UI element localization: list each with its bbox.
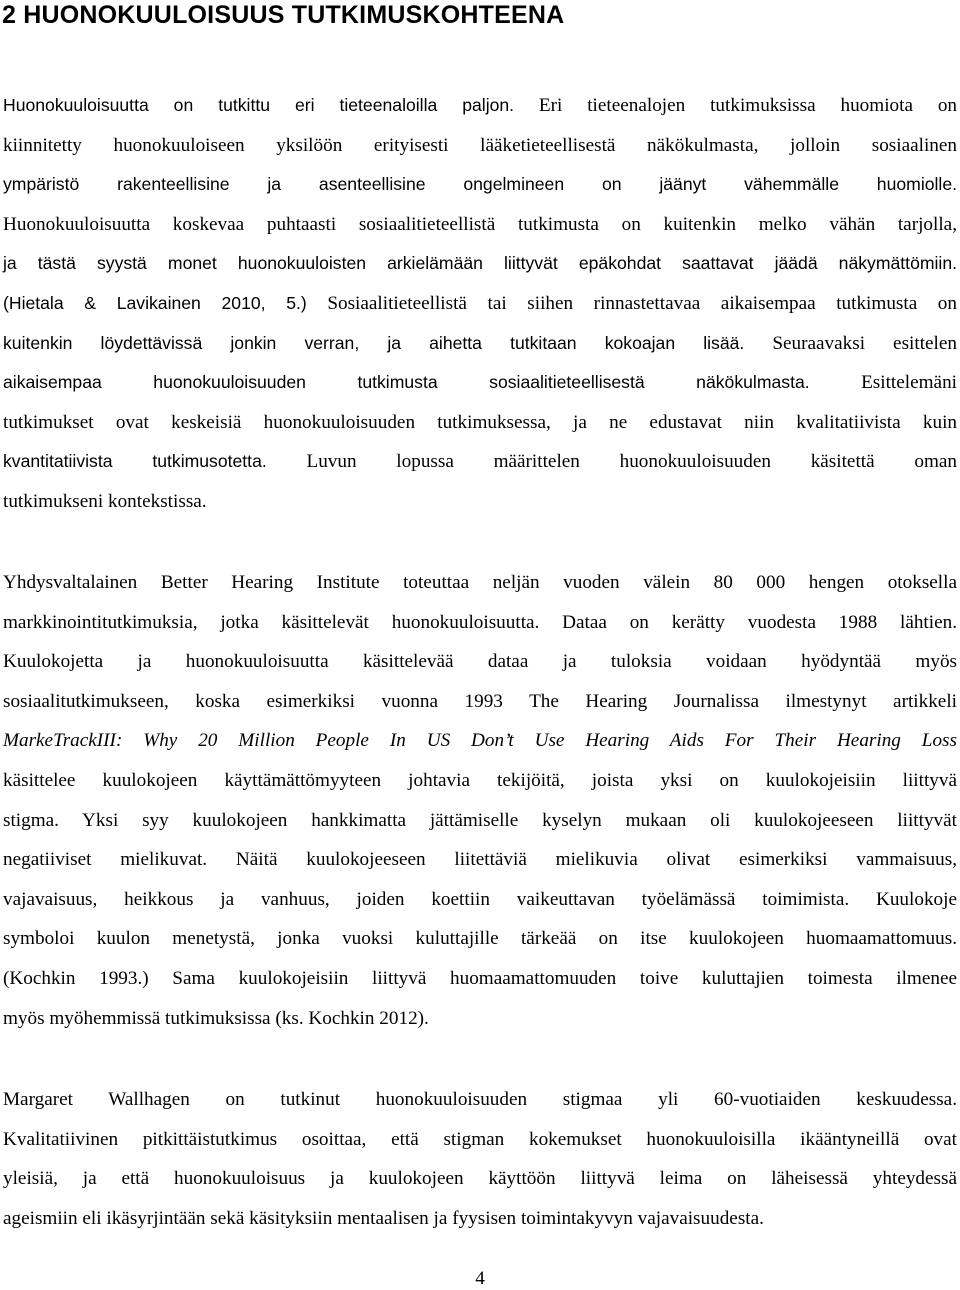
text-line bbox=[3, 126, 957, 166]
text-line bbox=[3, 363, 957, 403]
text-segment: ageismiin eli ikäsyrjintään sekä käsityksiin mentaalisen ja fyysisen toimintakyvyn vajavaisuudesta. bbox=[3, 1207, 764, 1229]
text-line bbox=[3, 403, 957, 443]
text-segment: (Kochkin 1993.) Sama kuulokojeisiin liittyvä huomaamattomuuden toive kuluttajien toimesta ilmenee bbox=[3, 967, 957, 989]
text-line bbox=[3, 205, 957, 245]
text-segment: Eri tieteenalojen tutkimuksissa huomiota on bbox=[514, 95, 958, 116]
paragraph-2 bbox=[3, 563, 957, 1038]
paragraph-1 bbox=[3, 86, 957, 522]
text-segment: sosiaalitutkimukseen, koska esimerkiksi vuonna 1993 The Hearing Journalissa ilmestynyt artikkeli bbox=[3, 690, 957, 712]
section-heading: 2 HUONOKUULOISUUS TUTKIMUSKOHTEENA bbox=[2, 1, 565, 29]
text-line bbox=[3, 165, 957, 205]
text-line bbox=[3, 563, 957, 603]
text-segment: symboloi kuulon menetystä, jonka vuoksi kuluttajille tärkeää on itse kuulokojeen huomaamattomuus. bbox=[3, 928, 957, 950]
page-number: 4 bbox=[475, 1268, 485, 1289]
text-line bbox=[3, 1080, 957, 1120]
text-segment: kiinnitetty huonokuuloiseen yksilöön erityisesti lääketieteellisestä näkökulmasta, jolloin sosiaalinen bbox=[3, 134, 957, 156]
text-line bbox=[3, 840, 957, 880]
text-line bbox=[3, 244, 957, 284]
text-line bbox=[3, 801, 957, 841]
text-line bbox=[3, 959, 957, 999]
text-line bbox=[3, 284, 957, 324]
text-segment: Kvalitatiivinen pitkittäistutkimus osoittaa, että stigman kokemukset huonokuuloisilla ikääntyneillä ovat bbox=[3, 1128, 957, 1150]
text-line bbox=[3, 919, 957, 959]
text-segment: Sosiaalitieteellistä tai siihen rinnastettavaa aikaisempaa tutkimusta on bbox=[306, 292, 957, 314]
text-segment: Luvun lopussa määrittelen huonokuuloisuuden käsitettä oman bbox=[266, 451, 957, 473]
text-segment: aikaisempaa huonokuuloisuuden tutkimusta sosiaalitieteellisestä näkökulmasta. bbox=[3, 372, 810, 393]
text-line bbox=[3, 642, 957, 682]
text-segment: Huonokuuloisuutta koskevaa puhtaasti sosiaalitieteellistä tutkimusta on kuitenkin melko vähän tarjolla, bbox=[3, 213, 957, 235]
text-segment: Margaret Wallhagen on tutkinut huonokuuloisuuden stigmaa yli 60-vuotiaiden keskuudessa. bbox=[3, 1089, 957, 1110]
text-segment: yleisiä, ja että huonokuuloisuus ja kuulokojeen käyttöön liittyvä leima on läheisessä yhteydessä bbox=[3, 1168, 957, 1190]
text-line bbox=[3, 721, 957, 761]
paragraph-3 bbox=[3, 1080, 957, 1238]
text-segment: ympäristö rakenteellisine ja asenteellisine ongelmineen on jäänyt vähemmälle huomiolle. bbox=[3, 174, 957, 195]
text-segment: Yhdysvaltalainen Better Hearing Institute toteuttaa neljän vuoden välein 80 000 hengen otoksella bbox=[3, 572, 957, 593]
text-line bbox=[3, 442, 957, 482]
text-line bbox=[3, 1120, 957, 1160]
text-segment: tutkimukset ovat keskeisiä huonokuuloisuuden tutkimuksessa, ja ne edustavat niin kvalitatiivista kuin bbox=[3, 411, 957, 433]
text-line bbox=[3, 1199, 957, 1239]
text-segment: stigma. Yksi syy kuulokojeen hankkimatta jättämiselle kyselyn mukaan oli kuulokojeeseen liittyvät bbox=[3, 809, 957, 831]
text-segment: Huonokuuloisuutta on tutkittu eri tieteenaloilla paljon. bbox=[3, 95, 515, 115]
text-segment: (Hietala & Lavikainen 2010, 5.) bbox=[3, 292, 307, 313]
text-segment: negatiiviset mielikuvat. Näitä kuulokojeeseen liitettäviä mielikuvia olivat esimerkiksi vammaisuus, bbox=[3, 849, 957, 871]
text-segment: kuitenkin löydettävissä jonkin verran, ja aihetta tutkitaan kokoajan lisää. bbox=[3, 332, 745, 353]
text-segment: Kuulokojetta ja huonokuuloisuutta käsittelevää dataa ja tuloksia voidaan hyödyntää myös bbox=[3, 651, 957, 673]
text-segment: markkinointitutkimuksia, jotka käsittelevät huonokuuloisuutta. Dataa on kerätty vuodesta 1988 lähtien. bbox=[3, 611, 957, 633]
text-segment: kvantitatiivista tutkimusotetta. bbox=[3, 451, 267, 472]
text-line bbox=[3, 482, 957, 522]
text-line bbox=[3, 761, 957, 801]
text-segment: tutkimukseni kontekstissa. bbox=[3, 490, 207, 512]
text-line bbox=[3, 999, 957, 1039]
text-line bbox=[3, 880, 957, 920]
text-segment: ja tästä syystä monet huonokuuloisten arkielämään liittyvät epäkohdat saattavat jäädä näkymättömiin. bbox=[3, 253, 957, 274]
text-line bbox=[3, 682, 957, 722]
text-segment: käsittelee kuulokojeen käyttämättömyyteen johtavia tekijöitä, joista yksi on kuulokojeisiin liittyvä bbox=[3, 769, 957, 791]
text-line bbox=[3, 86, 957, 126]
text-line bbox=[3, 603, 957, 643]
text-segment: myös myöhemmissä tutkimuksissa (ks. Kochkin 2012). bbox=[3, 1007, 429, 1029]
text-line bbox=[3, 1159, 957, 1199]
text-segment: MarkeTrackIII: Why 20 Million People In US Don’t Use Hearing Aids For Their Hearing Loss bbox=[3, 730, 957, 752]
text-segment: Seuraavaksi esittelen bbox=[744, 332, 957, 354]
text-line bbox=[3, 324, 957, 364]
text-segment: vajavaisuus, heikkous ja vanhuus, joiden koettiin vaikeuttavan työelämässä toimimista. Kuulokoje bbox=[3, 888, 957, 910]
text-segment: Esittelemäni bbox=[809, 372, 957, 394]
